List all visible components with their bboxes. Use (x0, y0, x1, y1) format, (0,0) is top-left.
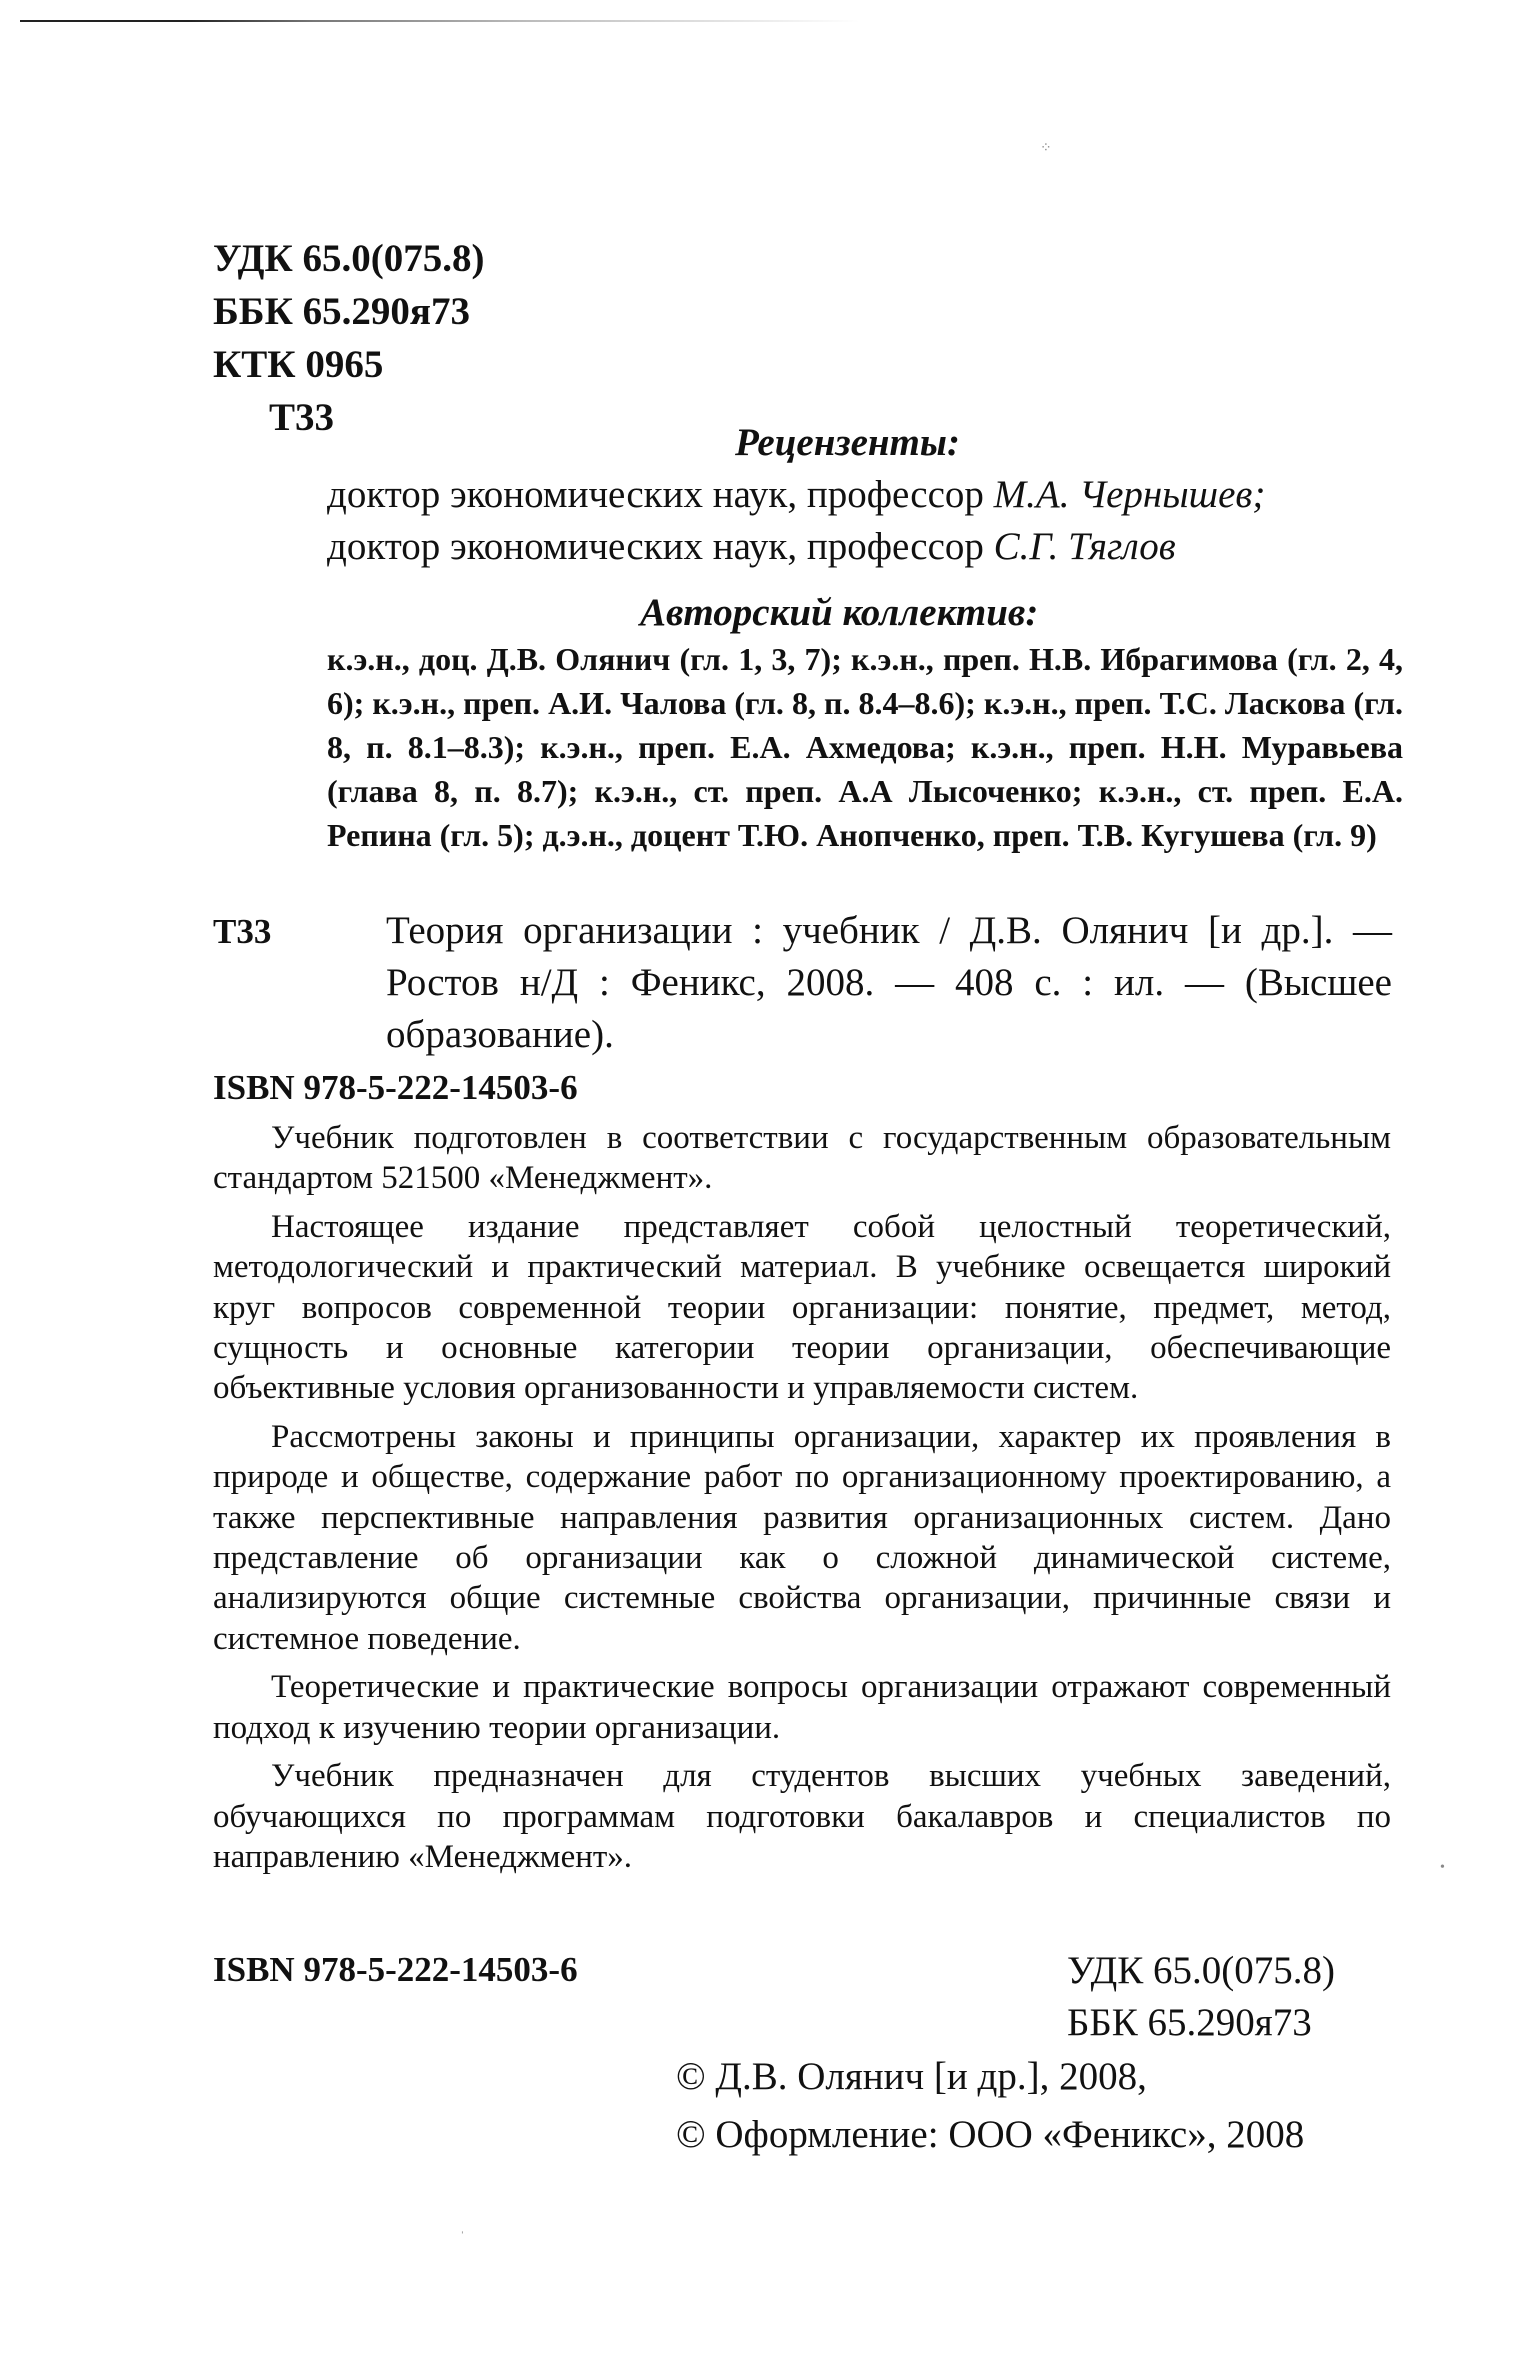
authors-list: к.э.н., доц. Д.В. Олянич (гл. 1, 3, 7); к.э.н., преп. Н.В. Ибрагимова (гл. 2, 4, 6); к.э.н., преп. А.И. Чалова (гл. 8, п. 8.4–8.6); к.э.н., преп. Т.С. Ласкова (гл. 8, п. 8.1–8.3); к.э.н., преп. Е.А. Ахмедова; к.э.н., преп. Н.Н. Муравьева (глава 8, п. 8.7); к.э.н., ст. преп. А.А Лысоченко; к.э.н., ст. преп. Е.А. Репина (гл. 5); д.э.н., доцент Т.Ю. Анопченко, преп. Т.В. Кугушева (гл. 9) (327, 641, 1403, 853)
reviewers-heading: Рецензенты: (735, 421, 960, 464)
isbn-top: ISBN 978-5-222-14503-6 (213, 1068, 578, 1107)
author-mark: Т33 (269, 396, 335, 439)
copyright-line: © Д.В. Олянич [и др.], 2008, (676, 2055, 1147, 2098)
copyright-line: © Оформление: ООО «Феникс», 2008 (676, 2113, 1305, 2156)
scan-speck: ˈ (460, 2230, 465, 2245)
udk-code: УДК 65.0(075.8) (213, 237, 485, 280)
annotation (213, 1118, 1391, 1885)
scan-edge-line (20, 20, 860, 22)
bibliographic-citation: Теория организации : учебник / Д.В. Олянич [и др.]. — Ростов н/Д : Феникс, 2008. — 408 с. : ил. — (Высшее образование). (386, 909, 1392, 1056)
authors-heading: Авторский коллектив: (640, 591, 1039, 634)
annotation-paragraph: Учебник подготовлен в соответствии с государственным образовательным стандартом 521500 «Менеджмент». (213, 1120, 1391, 1197)
ktk-code: КТК 0965 (213, 343, 384, 386)
copyright-block (676, 2048, 1304, 2164)
annotation-paragraph: Настоящее издание представляет собой целостный теоретический, методологический и практический материал. В учебнике освещается широкий круг вопросов современной теории организации: понятие, предмет, метод, сущность и основные категории теории организации, обеспечивающие объективные условия организованности и управляемости систем. (213, 1208, 1391, 1407)
bbk-code: ББК 65.290я73 (213, 290, 470, 333)
citation-mark: Т33 (213, 912, 272, 951)
udk-code-bottom: УДК 65.0(075.8) (1067, 1949, 1336, 1992)
reviewer-name: М.А. Чернышев; (993, 473, 1266, 516)
annotation-paragraph: Теоретические и практические вопросы организации отражают современный подход к изучению теории организации. (213, 1669, 1391, 1746)
reviewer-line (327, 472, 1265, 517)
reviewer-title: доктор экономических наук, профессор (327, 473, 994, 516)
isbn-bottom: ISBN 978-5-222-14503-6 (213, 1950, 578, 1989)
bbk-code-bottom: ББК 65.290я73 (1067, 2001, 1312, 2044)
annotation-paragraph: Рассмотрены законы и принципы организации, характер их проявления в природе и обществе, содержание работ по организационному проектированию, а также перспективные направления развития организационных систем. Дано представление об организации как о сложной динамической системе, анализируются общие системные свойства организации, причинные связи и системное поведение. (213, 1418, 1391, 1657)
classification-codes (213, 232, 485, 444)
annotation-paragraph: Учебник предназначен для студентов высших учебных заведений, обучающихся по программам подготовки бакалавров и специалистов по направлению «Менеджмент». (213, 1758, 1391, 1875)
scan-speck: • (1440, 1860, 1445, 1875)
scan-speck: ⁘ (1040, 141, 1052, 156)
reviewer-title: доктор экономических наук, профессор (327, 525, 994, 568)
classification-codes-bottom (1067, 1945, 1335, 2049)
reviewer-name: С.Г. Тяглов (993, 525, 1176, 568)
reviewer-line (327, 524, 1176, 569)
